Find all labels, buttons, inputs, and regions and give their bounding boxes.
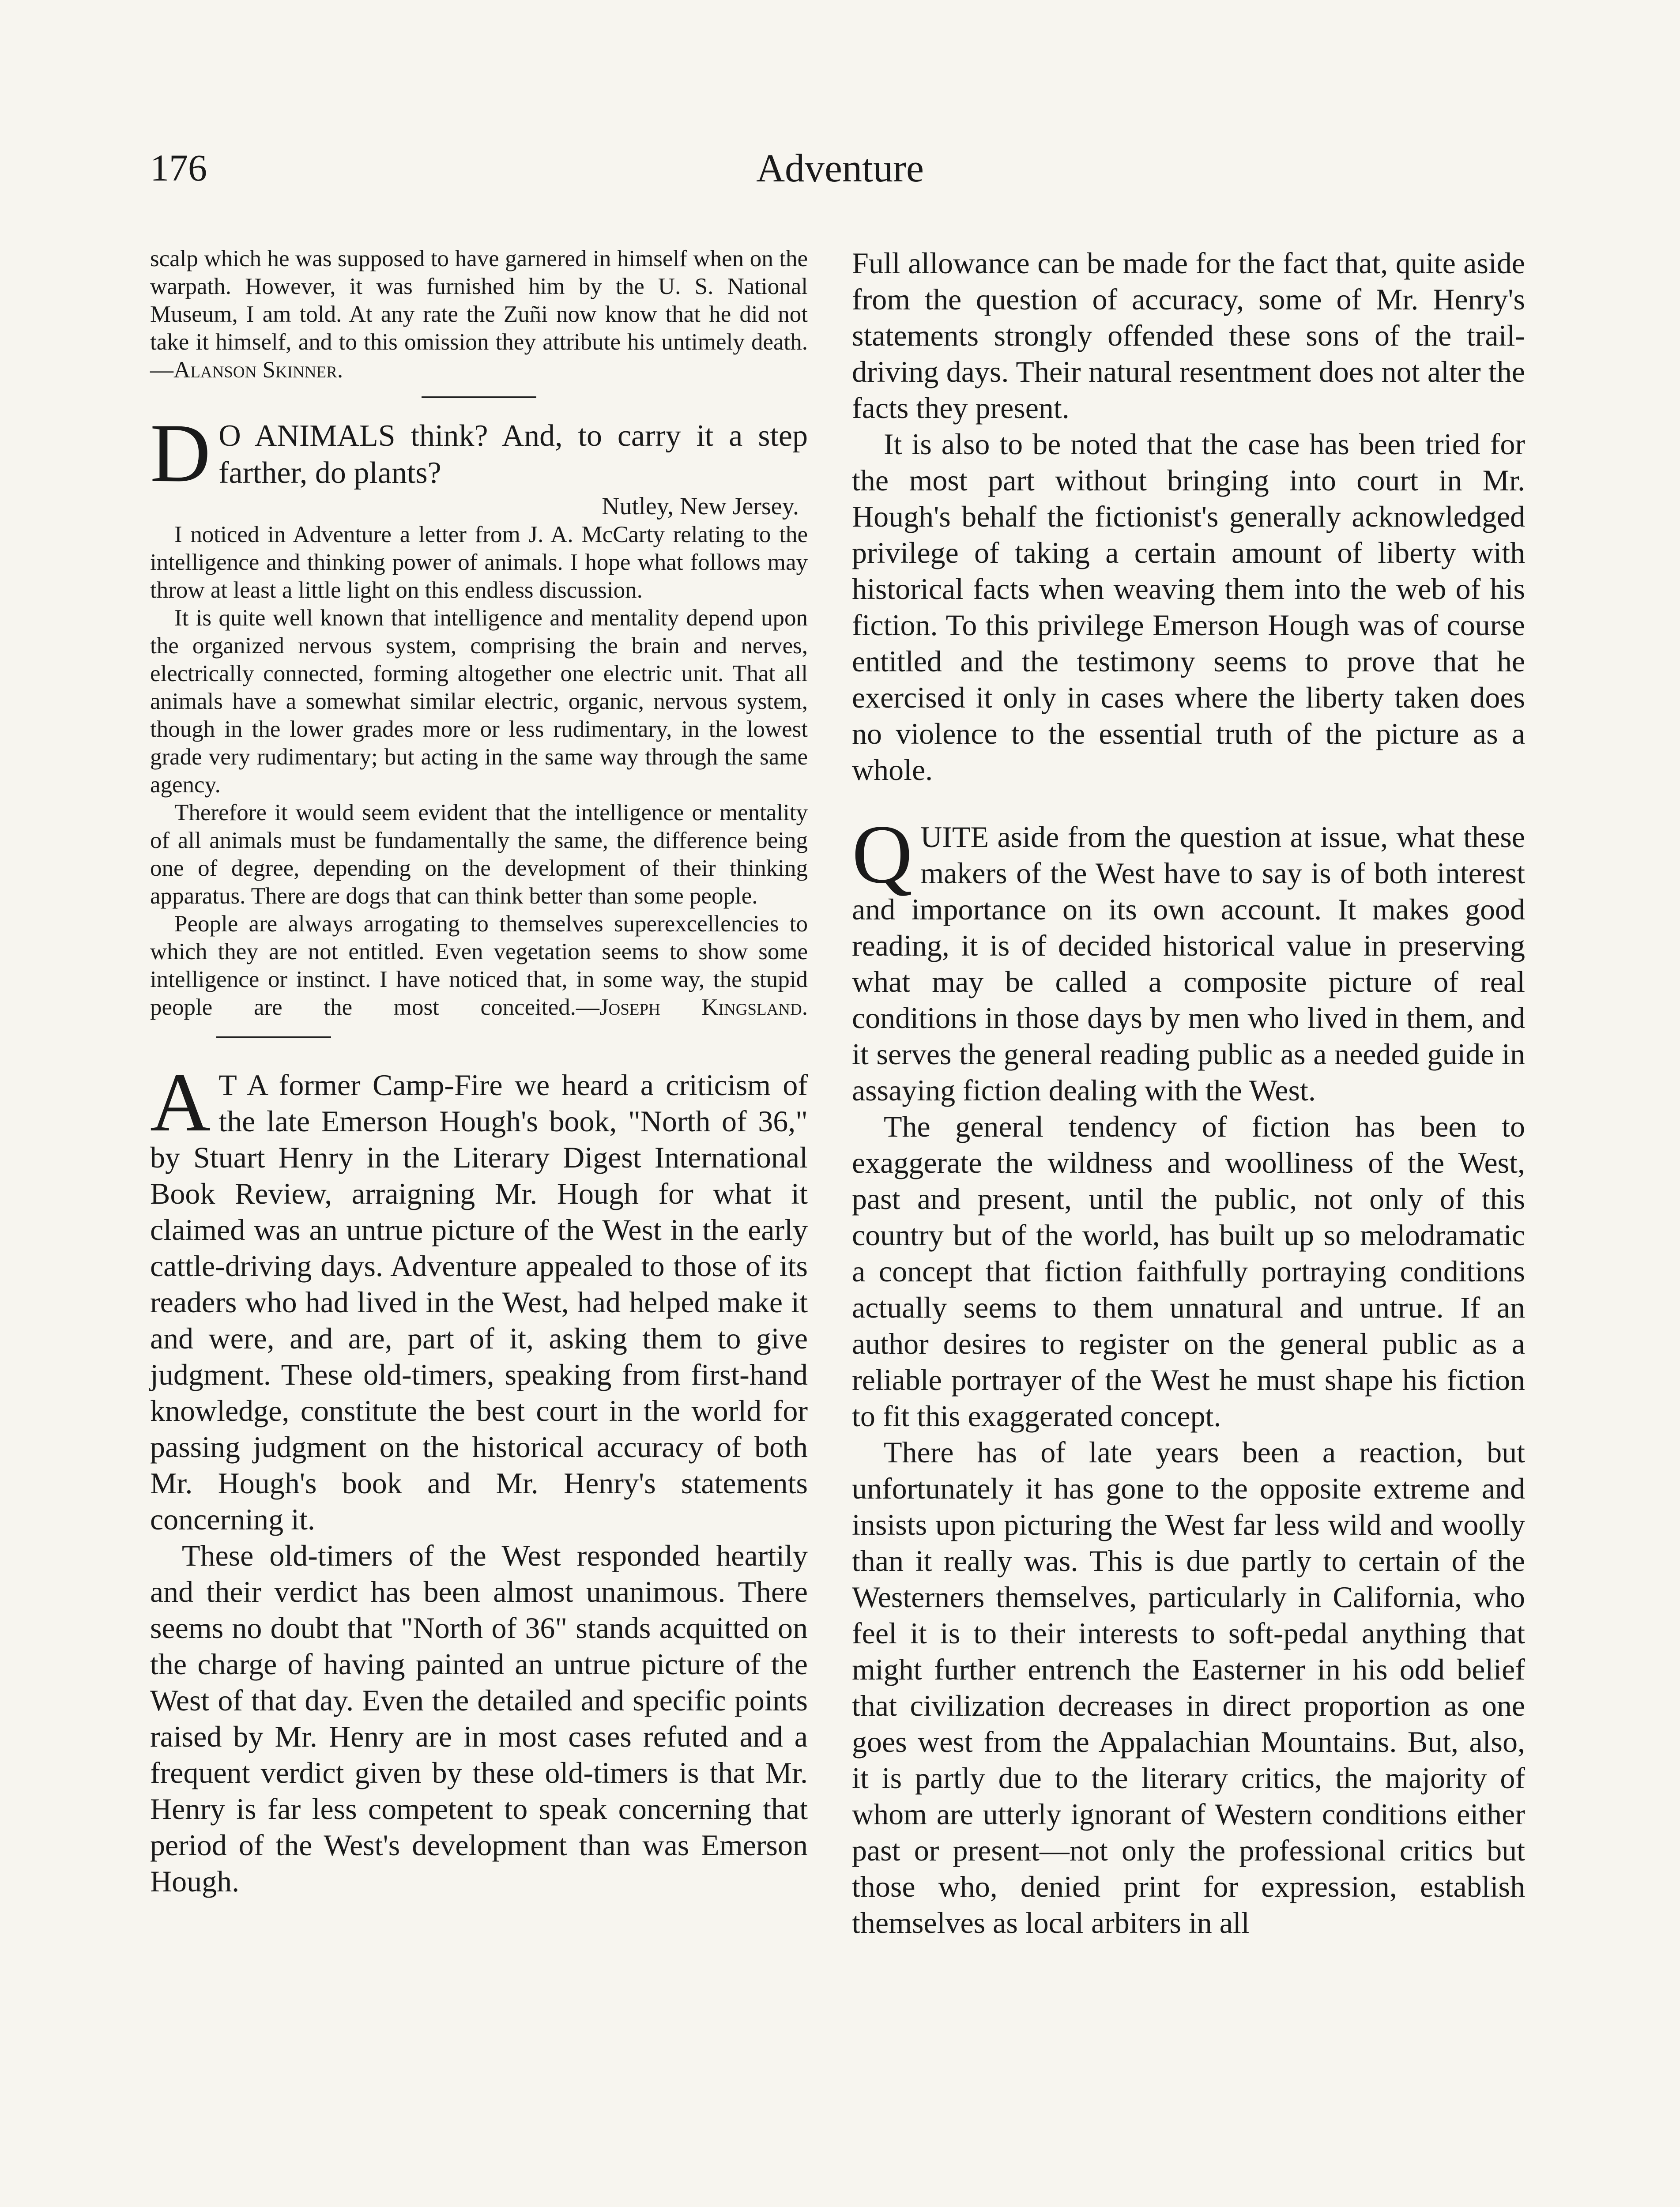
dateline: Nutley, New Jersey. xyxy=(602,493,799,520)
section-heading: QUITE aside from the question at issue, what these makers of the West have to say is of both interest and importance on its own account. It makes good reading, it is of decided historical value in preserving what may be called a composite picture of real conditions in those days by men who lived in them, and it serves the general reading public as a needed guide in assaying fiction dealing with the West. xyxy=(852,808,1525,1107)
paragraph: Full allowance can be made for the fact that, quite aside from the question of accuracy, some of Mr. Henry's statements strongly offended these sons of the trail-driving days. Their natural resentment does not alter the facts they present. xyxy=(852,246,1525,425)
paragraph: scalp which he was supposed to have garnered in himself when on the warpath. However, it was furnished him by the U. S. National Museum, I am told. At any rate the Zuñi now know that he did not take it himself, and to this omission they attribute his untimely death.—Alanson Skinner. xyxy=(150,246,808,383)
section-heading: A T A former Camp-Fire we heard a criticism of the late Emerson Hough's book, "North of 36," by Stuart Henry in the Literary Digest International Book Review, arraigning Mr. Hough for what it claimed was an untrue picture of the West in the early cattle-driving days. Adventure appealed to those of its readers who had lived in the West, had helped make it and were, and are, part of it, asking them to give judgment. These old-timers, speaking from first-hand knowledge, constitute the best court in the world for passing judgment on the historical accuracy of both Mr. Hough's book and Mr. Henry's statements concerning it. xyxy=(150,1056,808,1536)
left-column xyxy=(150,245,808,1899)
paragraph: It is quite well known that intelligence and mentality depend upon the organized nervous system, comprising the brain and nerves, electrically connected, forming altogether one electric unit. That all animals have a somewhat similar electric, organic, nervous system, though in the lower grades more or less rudimentary, in the lowest grade very rudimentary; but acting in the same way through the same agency. xyxy=(150,605,808,798)
signature: Joseph Kingsland. xyxy=(599,994,808,1020)
page-header xyxy=(150,146,1530,207)
paragraph: It is also to be noted that the case has been tried for the most part without bringing into court in Mr. Hough's behalf the fictionist's generally acknowledged privilege of taking a certain amount of liberty with historical facts when weaving them into the web of his fiction. To this privilege Emerson Hough was of course entitled and the testimony seems to prove that he exercised it only in cases where the liberty taken does no violence to the essential truth of the picture as a whole. xyxy=(852,427,1525,787)
signature: Alanson Skinner. xyxy=(173,357,343,383)
section-divider xyxy=(422,396,536,398)
paragraph: I noticed in Adventure a letter from J. A. McCarty relating to the intelligence and thinking power of animals. I hope what follows may throw at least a little light on this endless discussion. xyxy=(150,522,808,603)
page-number: 176 xyxy=(150,147,207,189)
page-title: Adventure xyxy=(756,147,924,190)
paragraph: People are always arrogating to themselves superexcellencies to which they are not entitled. Even vegetation seems to show some intelligence or instinct. I have noticed that, in some way, the stupid people are the most conceited.—Joseph Kingsland. xyxy=(150,910,808,1049)
drop-cap: D xyxy=(150,407,211,500)
section-heading: D O ANIMALS think? And, to carry it a step farther, do plants? xyxy=(150,407,808,500)
paragraph: There has of late years been a reaction, but unfortunately it has gone to the opposite extreme and insists upon picturing the West far less wild and woolly than it really was. This is due partly to certain of the Westerners themselves, particularly in California, who feel it is to their interests to soft-pedal anything that might further entrench the Easterner in his odd belief that civilization decreases in direct proportion as one goes west from the Appalachian Mountains. But, also, it is partly due to the literary critics, the majority of whom are utterly ignorant of Western conditions either past or present—not only the professional critics but those who, denied print for expression, establish themselves as local arbiters in all xyxy=(852,1435,1525,1940)
right-column xyxy=(852,245,1525,1941)
section-divider xyxy=(216,1036,331,1038)
paragraph: Therefore it would seem evident that the intelligence or mentality of all animals must be fundamentally the same, the difference being one of degree, depending on the development of their thinking apparatus. There are dogs that can think better than some people. xyxy=(150,800,808,909)
paragraph: The general tendency of fiction has been to exaggerate the wildness and woolliness of the West, past and present, until the public, not only of this country but of the world, has built up so melodramatic a concept that fiction faithfully portraying conditions actually seems to them unnatural and untrue. If an author desires to register on the general public as a reliable portrayer of the West he must shape his fiction to fit this exaggerated concept. xyxy=(852,1110,1525,1433)
paragraph: These old-timers of the West responded heartily and their verdict has been almost unanimous. There seems no doubt that "North of 36" stands acquitted on the charge of having painted an untrue picture of the West of that day. Even the detailed and specific points raised by Mr. Henry are in most cases refuted and a frequent verdict given by these old-timers is that Mr. Henry is far less competent to speak concerning that period of the West's development than was Emerson Hough. xyxy=(150,1539,808,1898)
drop-cap: Q xyxy=(852,808,913,901)
drop-cap: A xyxy=(150,1056,211,1149)
